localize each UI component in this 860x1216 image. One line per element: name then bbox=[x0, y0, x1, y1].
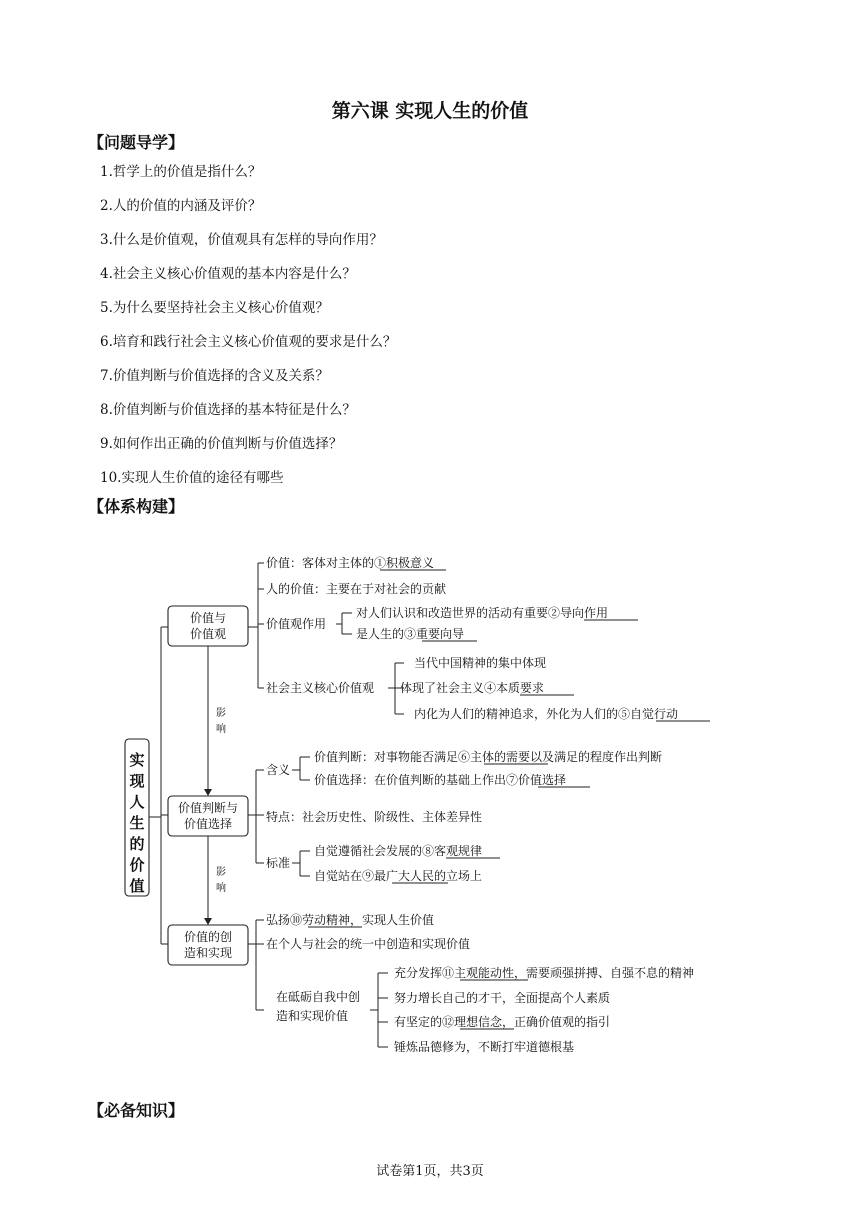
box-label: 价值观 bbox=[189, 627, 227, 641]
question-item: 8.价值判断与价值选择的基本特征是什么？ bbox=[100, 402, 356, 418]
node-core-1: 当代中国精神的集中体现 bbox=[414, 656, 547, 670]
root-char: 现 bbox=[129, 772, 145, 790]
node-temper: 在砥砺自我中创 bbox=[275, 990, 361, 1004]
node-core-2: 体现了社会主义④本质要求 bbox=[400, 681, 545, 695]
question-item: 9.如何作出正确的价值判断与价值选择？ bbox=[100, 436, 343, 452]
section-heading-knowledge: 【必备知识】 bbox=[88, 1101, 185, 1120]
question-item: 2.人的价值的内涵及评价？ bbox=[100, 198, 262, 214]
node-temper-1: 充分发挥⑪主观能动性，需要顽强拼搏、自强不息的精神 bbox=[394, 966, 695, 980]
node-temper-2: 努力增长自己的才干，全面提高个人素质 bbox=[394, 991, 611, 1005]
node-core-3: 内化为人们的精神追求，外化为人们的⑤自觉行动 bbox=[414, 707, 679, 721]
node-role-guide: 对人们认识和改造世界的活动有重要②导向作用 bbox=[356, 606, 609, 620]
node-value-definition: 价值：客体对主体的①积极意义 bbox=[266, 556, 435, 570]
node-labor-spirit: 弘扬⑩劳动精神，实现人生价值 bbox=[266, 913, 435, 927]
arrow-head bbox=[204, 918, 212, 925]
question-item: 4.社会主义核心价值观的基本内容是什么？ bbox=[100, 266, 356, 282]
root-char: 实 bbox=[129, 751, 145, 769]
box-label: 造和实现 bbox=[183, 946, 233, 960]
influence-label: 响 bbox=[216, 883, 226, 894]
node-role-life: 是人生的③重要向导 bbox=[356, 627, 465, 641]
node-standard-people: 自觉站在⑨最广大人民的立场上 bbox=[314, 869, 483, 883]
node-temper: 造和实现价值 bbox=[275, 1009, 349, 1023]
node-meaning: 含义 bbox=[266, 763, 291, 777]
node-temper-3: 有坚定的⑫理想信念，正确价值观的指引 bbox=[394, 1015, 611, 1029]
node-values-role: 价值观作用 bbox=[266, 617, 327, 631]
question-item: 5.为什么要坚持社会主义核心价值观？ bbox=[100, 300, 329, 316]
node-human-value: 人的价值：主要在于对社会的贡献 bbox=[266, 582, 447, 596]
question-item: 6.培育和践行社会主义核心价值观的要求是什么？ bbox=[100, 334, 397, 350]
root-char: 生 bbox=[129, 814, 145, 832]
arrow-head bbox=[204, 789, 212, 796]
root-char: 人 bbox=[129, 793, 145, 811]
page-title: 第六课 实现人生的价值 bbox=[331, 100, 529, 122]
question-item: 3.什么是价值观，价值观具有怎样的导向作用？ bbox=[100, 232, 383, 248]
box-label: 价值与 bbox=[189, 611, 227, 625]
section-heading-system: 【体系构建】 bbox=[88, 497, 185, 516]
node-value-judgment: 价值判断：对事物能否满足⑥主体的需要以及满足的程度作出判断 bbox=[314, 750, 663, 764]
page-footer: 试卷第1页，共3页 bbox=[376, 1164, 484, 1179]
root-char: 的 bbox=[129, 835, 145, 853]
question-item: 10.实现人生价值的途径有哪些 bbox=[100, 470, 284, 486]
box-label: 价值选择 bbox=[183, 817, 233, 831]
root-char: 价 bbox=[129, 856, 145, 874]
node-core-values: 社会主义核心价值观 bbox=[266, 681, 375, 695]
node-standard: 标准 bbox=[266, 856, 291, 870]
influence-label: 影 bbox=[216, 867, 226, 878]
node-features: 特点：社会历史性、阶级性、主体差异性 bbox=[266, 810, 483, 824]
node-standard-law: 自觉遵循社会发展的⑧客观规律 bbox=[314, 844, 483, 858]
node-unity: 在个人与社会的统一中创造和实现价值 bbox=[266, 937, 471, 951]
section-heading-guide: 【问题导学】 bbox=[88, 133, 185, 152]
root-char: 值 bbox=[129, 877, 145, 895]
question-item: 1.哲学上的价值是指什么？ bbox=[100, 164, 262, 180]
question-item: 7.价值判断与价值选择的含义及关系？ bbox=[100, 368, 329, 384]
influence-label: 响 bbox=[216, 724, 226, 735]
box-label: 价值判断与 bbox=[177, 801, 239, 815]
node-temper-4: 锤炼品德修为，不断打牢道德根基 bbox=[394, 1040, 575, 1054]
influence-label: 影 bbox=[216, 708, 226, 719]
box-label: 价值的创 bbox=[183, 930, 233, 944]
node-value-choice: 价值选择：在价值判断的基础上作出⑦价值选择 bbox=[314, 773, 567, 787]
